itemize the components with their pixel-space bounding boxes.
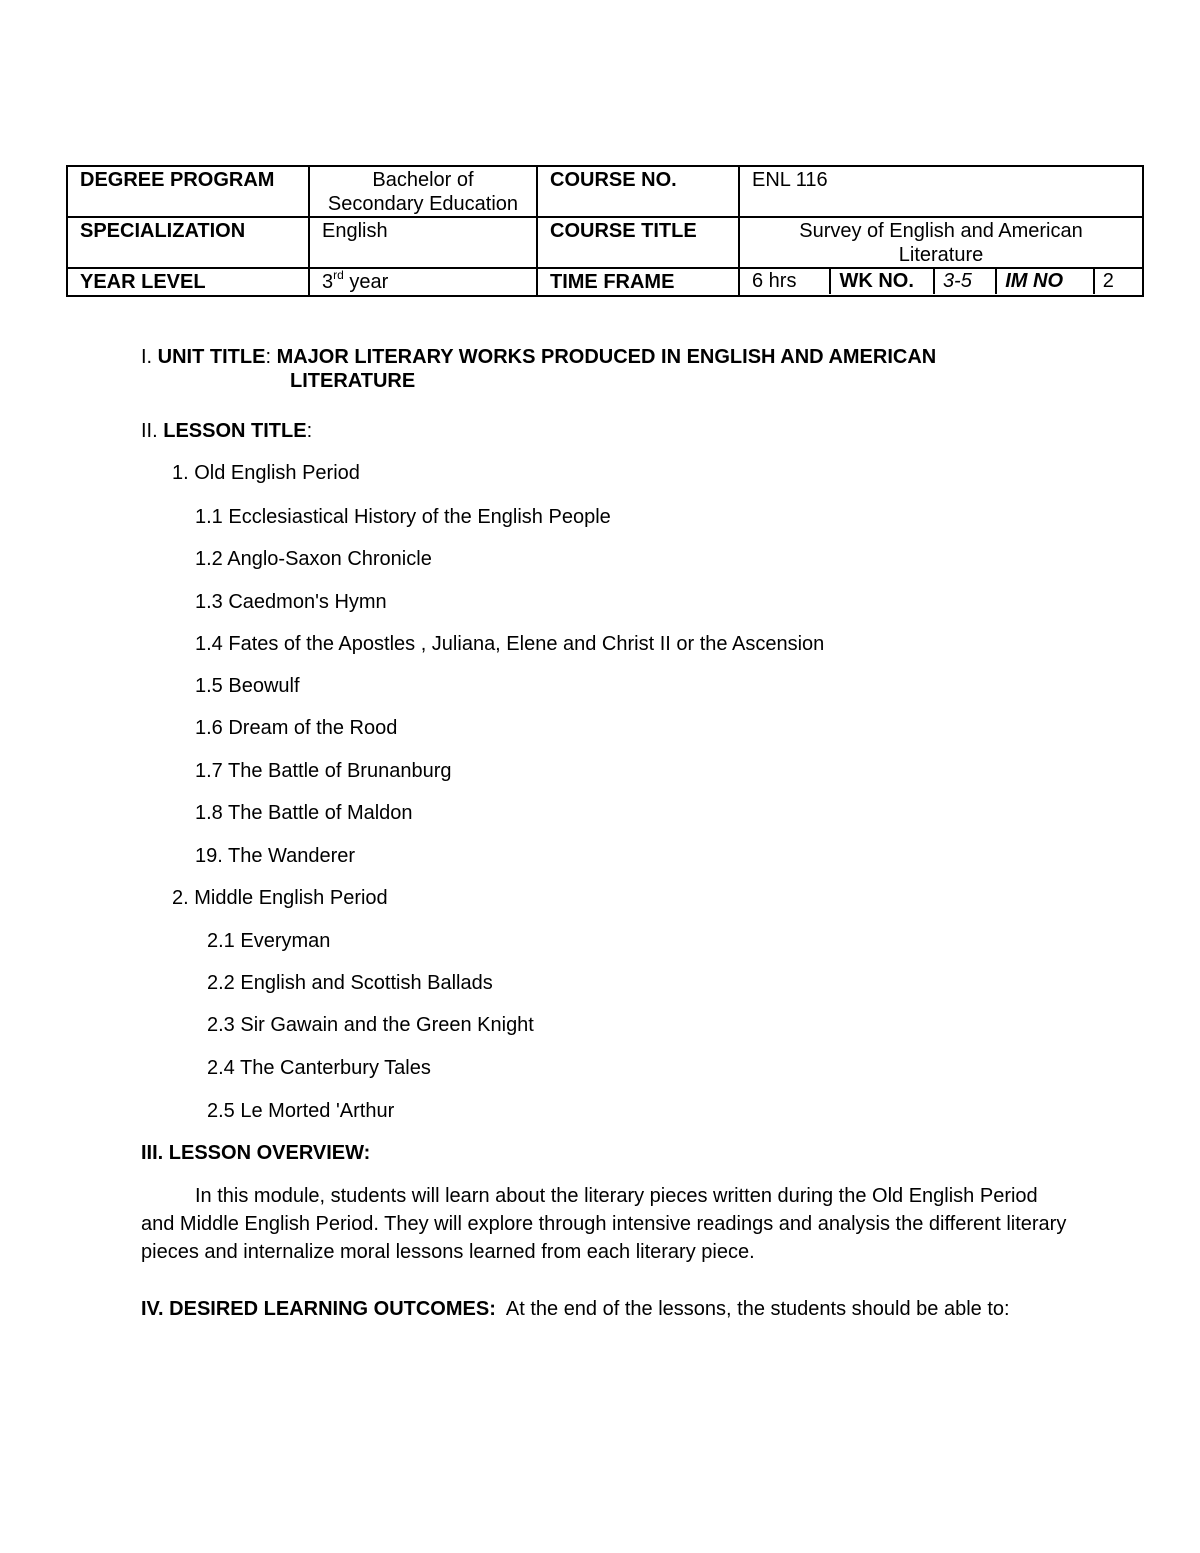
list-item: 1.7 The Battle of Brunanburg	[195, 760, 452, 782]
table-row	[67, 217, 1143, 268]
unit-title-colon: :	[265, 346, 277, 368]
im-no-value: 2	[1094, 269, 1142, 294]
course-no-label: COURSE NO.	[537, 166, 739, 217]
list-item: 1.4 Fates of the Apostles , Juliana, Elene and Christ II or the Ascension	[195, 633, 825, 655]
unit-title-text: MAJOR LITERARY WORKS PRODUCED IN ENGLISH AND AMERICAN	[276, 346, 937, 368]
list-item: 2.4 The Canterbury Tales	[207, 1057, 431, 1079]
period-title: 1. Old English Period	[172, 462, 360, 484]
lesson-title-prefix: II.	[141, 420, 164, 442]
course-title-value-line1: Survey of English and American	[799, 220, 1083, 242]
year-level-number: 3	[322, 271, 334, 293]
degree-program-label: DEGREE PROGRAM	[67, 166, 309, 217]
course-info-table	[66, 165, 1144, 297]
unit-title-prefix: I.	[141, 346, 158, 368]
table-row	[740, 269, 1142, 294]
degree-program-value	[309, 166, 537, 217]
unit-title-text-continued: LITERATURE	[290, 370, 416, 392]
lesson-title-label: LESSON TITLE	[163, 420, 307, 442]
list-item: 19. The Wanderer	[195, 845, 356, 867]
overview-body: In this module, students will learn about the literary pieces written during the Old English Period and Middle English Period. They will explore through intensive readings and analysis the different literary pieces and internalize moral lessons learned from each literary piece.	[141, 1185, 1067, 1263]
outcomes-heading: IV. DESIRED LEARNING OUTCOMES:	[141, 1298, 496, 1320]
table-row	[67, 268, 1143, 296]
time-frame-value: 6 hrs	[752, 270, 797, 292]
period-title: 2. Middle English Period	[172, 887, 388, 909]
course-no-value: ENL 116	[739, 166, 1143, 217]
list-item: 2.1 Everyman	[207, 930, 331, 952]
year-level-rest: year	[343, 271, 389, 293]
unit-title-line	[141, 345, 936, 369]
overview-heading: III. LESSON OVERVIEW:	[141, 1142, 371, 1164]
wk-no-label: WK NO.	[830, 269, 934, 294]
list-item: 1.3 Caedmon's Hymn	[195, 591, 387, 613]
im-no-label: IM NO	[996, 269, 1093, 294]
lesson-title-line	[141, 419, 312, 443]
time-frame-cell	[739, 268, 1143, 296]
list-item: 2.5 Le Morted 'Arthur	[207, 1100, 395, 1122]
table-row	[67, 166, 1143, 217]
list-item: 2.3 Sir Gawain and the Green Knight	[207, 1014, 534, 1036]
course-title-value-line2: Literature	[898, 244, 984, 266]
list-item: 1.8 The Battle of Maldon	[195, 802, 413, 824]
year-level-suffix: rd	[333, 268, 344, 282]
unit-title-label: UNIT TITLE	[157, 346, 266, 368]
specialization-label: SPECIALIZATION	[67, 217, 309, 268]
degree-program-value-line2: Secondary Education	[327, 193, 519, 215]
list-item: 1.1 Ecclesiastical History of the English People	[195, 506, 611, 528]
course-title-value	[739, 217, 1143, 268]
list-item: 1.6 Dream of the Rood	[195, 717, 398, 739]
outcomes-body: At the end of the lessons, the students should be able to:	[505, 1298, 1010, 1320]
outcomes-paragraph	[141, 1295, 1061, 1323]
wk-no-value: 3-5	[934, 269, 996, 294]
year-level-label: YEAR LEVEL	[67, 268, 309, 296]
degree-program-value-line1: Bachelor of	[372, 169, 474, 191]
list-item: 1.2 Anglo-Saxon Chronicle	[195, 548, 432, 570]
list-item: 1.5 Beowulf	[195, 675, 300, 697]
year-level-value	[309, 268, 537, 296]
list-item: 2.2 English and Scottish Ballads	[207, 972, 493, 994]
lesson-title-colon: :	[306, 420, 313, 442]
time-frame-label: TIME FRAME	[537, 268, 739, 296]
specialization-value: English	[309, 217, 537, 268]
course-title-label: COURSE TITLE	[537, 217, 739, 268]
time-frame-subtable	[740, 269, 1142, 294]
